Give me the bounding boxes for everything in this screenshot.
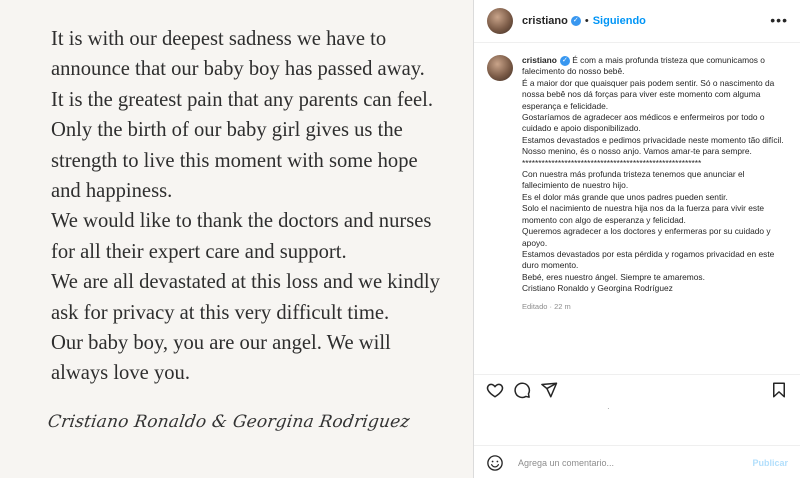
caption-paragraph: Es el dolor más grande que unos padres pueden sentir.	[522, 191, 728, 202]
image-text-line: Only the birth of our baby girl gives us the	[51, 119, 403, 142]
caption-avatar[interactable]	[487, 55, 513, 81]
bookmark-icon[interactable]	[770, 381, 788, 399]
post-comment-button[interactable]: Publicar	[752, 457, 788, 468]
author-avatar[interactable]	[487, 8, 513, 34]
image-text-line: We are all devastated at this loss and we kindly	[51, 271, 440, 294]
image-text-line: always love you.	[51, 362, 190, 385]
caption-scroll-area[interactable]	[474, 43, 800, 371]
image-text-line: It is the greatest pain that any parents can feel.	[51, 88, 433, 111]
image-text-line: Our baby boy, you are our angel. We will	[51, 332, 391, 355]
likes-placeholder: ·	[607, 404, 610, 413]
post-image-text	[51, 24, 451, 389]
caption-body	[522, 55, 786, 312]
image-text-line: and happiness.	[51, 180, 173, 203]
caption-first-paragraph	[522, 55, 786, 78]
caption-paragraph: Estamos devastados e pedimos privacidade neste momento tão difícil.	[522, 134, 784, 145]
image-text-line: announce that our baby boy has passed away.	[51, 58, 425, 81]
image-text-line: We would like to thank the doctors and nurses	[51, 210, 432, 233]
edited-timestamp: Editado · 22 m	[522, 301, 571, 311]
post-header	[474, 0, 800, 43]
author-username[interactable]: cristiano	[522, 15, 568, 27]
caption	[474, 43, 800, 312]
caption-paragraph: Con nuestra más profunda tristeza tenemos que anunciar el fallecimiento de nuestro hijo.	[522, 169, 747, 191]
caption-username[interactable]: cristiano	[522, 55, 557, 65]
image-text-line: ask for privacy at this very difficult time.	[51, 301, 390, 324]
caption-signoff: Cristiano Ronaldo y Georgina Rodríguez	[522, 283, 673, 294]
comment-input[interactable]	[516, 457, 730, 469]
caption-divider: *******************************************************	[522, 157, 702, 168]
image-text-line: It is with our deepest sadness we have to	[51, 28, 387, 50]
caption-paragraph: Bebé, eres nuestro ángel. Siempre te amaremos.	[522, 271, 705, 282]
caption-paragraph: É a maior dor que quaisquer pais podem sentir. Só o nascimento da nossa bebê nos dá forças para viver este momento com alguma esperança e felicidade.	[522, 77, 777, 111]
share-icon[interactable]	[540, 381, 558, 399]
caption-paragraph: Gostaríamos de agradecer aos médicos e enfermeiros por todo o cuidado e apoio disponibilizado.	[522, 112, 767, 134]
verified-badge-icon: ✓	[560, 56, 570, 66]
heart-icon[interactable]	[486, 381, 504, 399]
verified-badge-icon: ✓	[571, 16, 581, 26]
image-text-line: for all their expert care and support.	[51, 240, 347, 263]
comment-bar	[474, 445, 800, 479]
action-bar	[474, 374, 800, 405]
post-sidebar	[474, 0, 800, 478]
more-options-icon[interactable]: •••	[770, 12, 788, 28]
caption-paragraph: Solo el nacimiento de nuestra hija nos da la fuerza para vivir este momento con algo de esperanza y felicidad.	[522, 203, 767, 225]
caption-first-line: É com a mais profunda tristeza que comunicamos o falecimento do nosso bebê.	[522, 55, 768, 77]
emoji-icon[interactable]	[486, 454, 504, 472]
caption-paragraph: Estamos devastados por esta pérdida y rogamos privacidad en este duro momento.	[522, 248, 777, 271]
caption-paragraph: Nosso menino, és o nosso anjo. Vamos amar-te para sempre.	[522, 146, 752, 157]
following-button[interactable]: Siguiendo	[592, 15, 646, 27]
header-separator: •	[584, 15, 589, 27]
handwritten-signature: Cristiano Ronaldo & Georgina Rodriguez	[46, 412, 412, 432]
comment-icon[interactable]	[513, 381, 531, 399]
caption-paragraph: Queremos agradecer a los doctores y enfermeras por su cuidado y apoyo.	[522, 226, 773, 248]
image-text-line: strength to live this moment with some hope	[51, 149, 418, 172]
